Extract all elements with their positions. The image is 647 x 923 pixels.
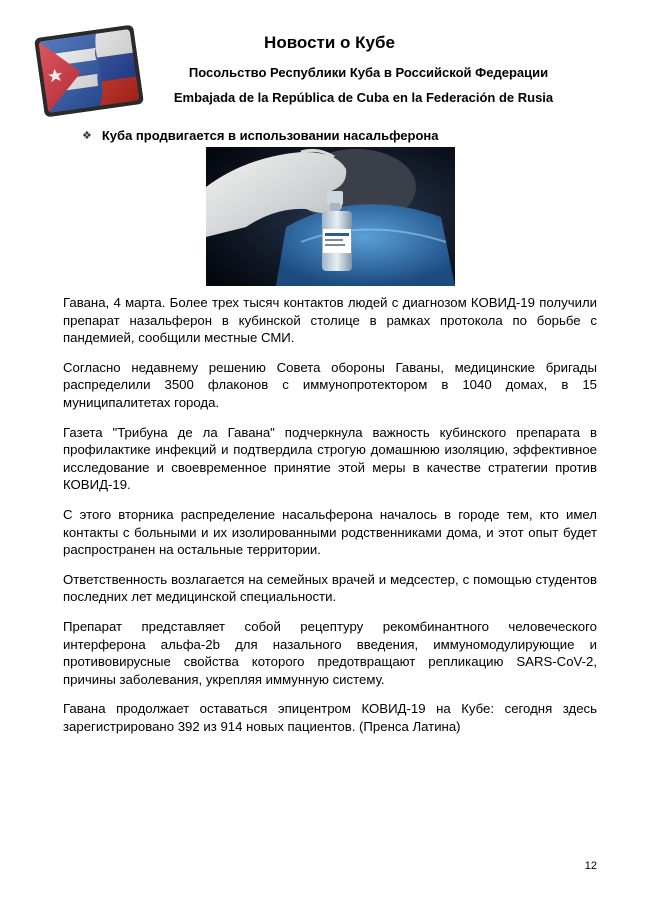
- paragraph: Гавана, 4 марта. Более трех тысяч контактов людей с диагнозом КОВИД-19 получили препарат назальферон в кубинской столице в рамках протокола по борьбе с пандемией, сообщили местные СМИ.: [63, 295, 597, 346]
- paragraph: Газета "Трибуна де ла Гавана" подчеркнула важность кубинского препарата в профилактике инфекций и подтвердила строгую домашнюю изоляцию, эффективное исследование и своевременное принятие этой меры в качестве стратегии против КОВИД-19.: [63, 424, 597, 493]
- article-body: [63, 294, 597, 747]
- subtitle-russian: Посольство Республики Куба в Российской Федерации: [188, 65, 549, 80]
- article-photo: [206, 147, 455, 286]
- paragraph: Ответственность возлагается на семейных врачей и медсестер, с помощью студентов последних лет медицинской специальности.: [63, 571, 597, 605]
- vaccine-vial-photo: [206, 147, 455, 286]
- paragraph: Гавана продолжает оставаться эпицентром КОВИД-19 на Кубе: сегодня здесь зарегистрировано 392 из 914 новых пациентов. (Пренса Латина): [63, 701, 597, 734]
- subtitle-spanish: Embajada de la República de Cuba en la Federación de Rusia: [173, 90, 554, 105]
- diamond-bullet-icon: ❖: [82, 130, 92, 142]
- paragraph: Согласно недавнему решению Совета обороны Гаваны, медицинские бригады распределили 3500 флаконов с иммунопротектором в 1040 домах, в 15 муниципалитетах города.: [63, 359, 597, 410]
- paragraph: С этого вторника распределение насальферона началось в городе тем, кто имел контакты с больными и их изолированными родственниками дома, и этот опыт будет распространен на остальные территории.: [63, 506, 597, 558]
- paragraph: Препарат представляет собой рецептуру рекомбинантного человеческого интерферона альфа-2b для назального введения, иммуномодулирующие и противовирусные свойства которого предотвращают репликацию SARS-CoV-2, причины заболевания, укрепляя иммунную систему.: [63, 618, 597, 687]
- page-number: 12: [584, 860, 597, 872]
- article-headline: [82, 128, 439, 143]
- headline-text: Куба продвигается в использовании насальферона: [101, 128, 439, 143]
- page-title: Новости о Кубе: [264, 33, 395, 52]
